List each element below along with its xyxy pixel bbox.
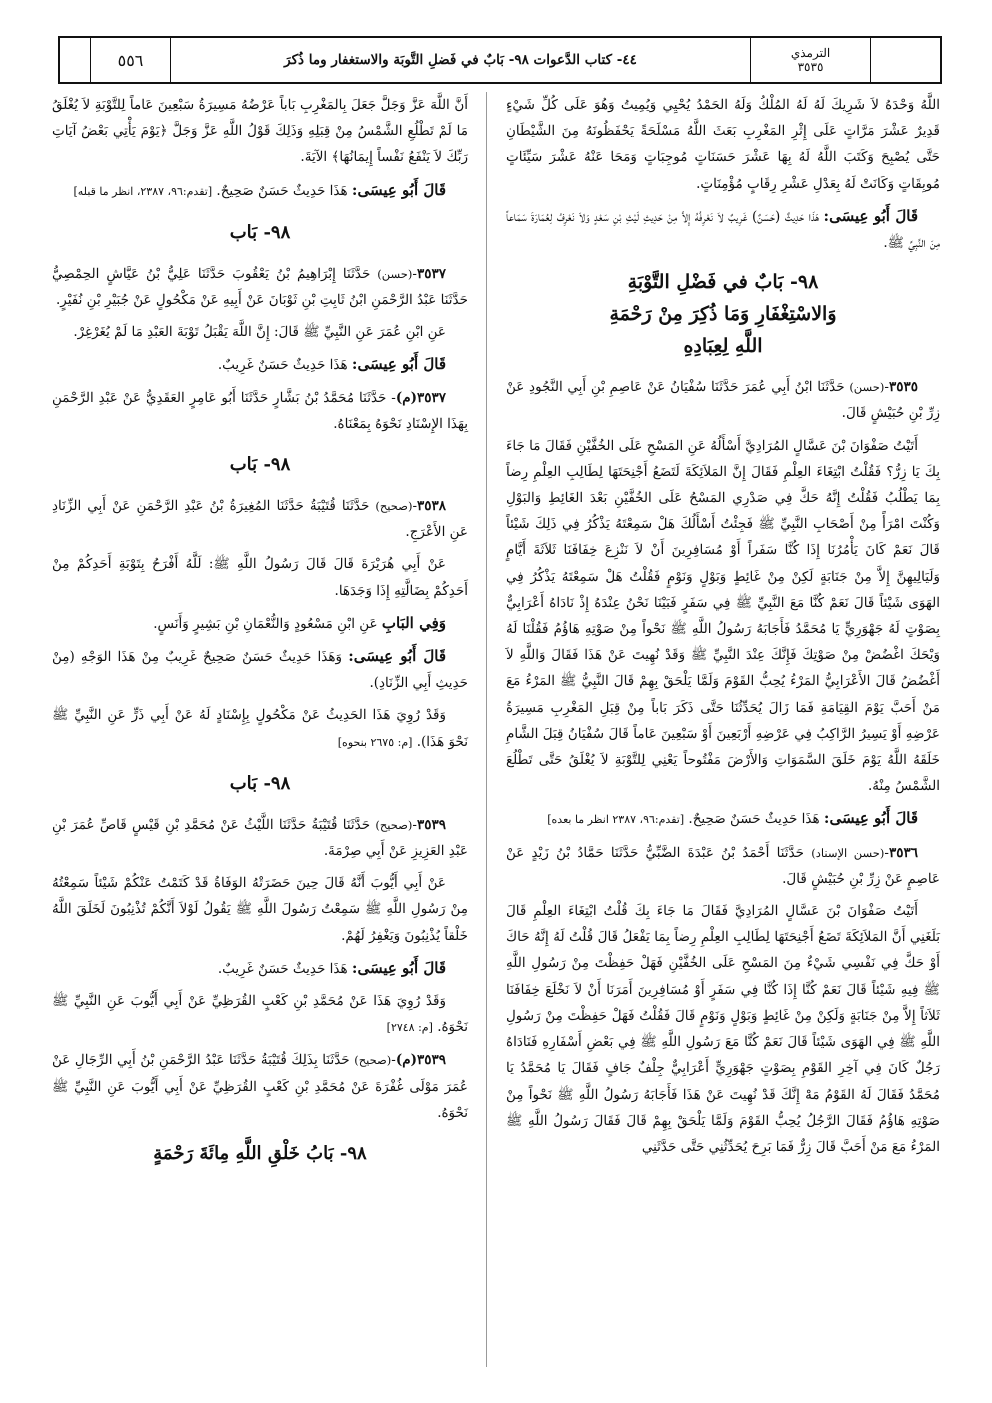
ruling-text: هَذَا حَدِيثٌ حَسَنٌ غَرِيبٌ. [217, 960, 348, 977]
ruling-text: هَذَا حَدِيثٌ حَسَنٌ صَحِيحٌ. [688, 811, 820, 828]
hadith-number: ٣٥٣٧(م) [395, 389, 446, 406]
bab-heading: ٩٨- بَاب [229, 772, 291, 794]
abu-isa-label: قَالَ أَبُو عِيسَى: [348, 647, 447, 666]
note-text: وَقَدْ رُوِيَ هَذَا الحَدِيثُ عَنْ مَكْحُولٍ بِإِسْنَادٍ لَهُ عَنْ أَبِي ذَرٍّ عَنِ النَّبِيِّ ﷺ نَحْوَ هَذَا). [52, 707, 468, 750]
abu-isa-label: قَالَ أَبُو عِيسَى: [823, 206, 918, 225]
hadith-3536-isnad: ٣٥٣٦-(حسن الإسناد) حَدَّثَنَا أَحْمَدُ بْنُ عَبْدَةَ الضَّبِّيُّ حَدَّثَنَا حَمَّادُ بْنُ زَيْدٍ عَنْ عَاصِمٍ عَنْ زِرِّ بْنِ حُبَيْشٍ قَالَ. [506, 844, 940, 887]
hadith-number: ٣٥٣٩ [416, 816, 446, 833]
abu-isa-label: قَالَ أَبُو عِيسَى: [823, 809, 918, 828]
hadith-number: ٣٥٣٥ [888, 379, 918, 396]
bab-heading: ٩٨- بَاب [229, 454, 291, 476]
abu-isa-paragraph [52, 955, 468, 982]
hadith-3538-matn: عَنْ أَبِي هُرَيْرَةَ قَالَ قَالَ رَسُولُ اللَّهِ ﷺ: لَلَّهُ أَفْرَحُ بِتَوْبَةِ أَحَدِكُمْ مِنْ أَحَدِكُمْ بِضَالَّتِهِ إِذَا وَجَدَهَا. [52, 556, 468, 599]
isnad-text: حَدَّثَنَا قُتَيْبَةُ حَدَّثَنَا اللَّيْثُ عَنْ مُحَمَّدِ بْنِ قَيْسٍ قَاصِّ عُمَرَ بْنِ عَبْدِ العَزِيزِ عَنْ أَبِي صِرْمَةَ. [52, 816, 468, 860]
hadith-3538-isnad: ٣٥٣٨-(صحيح) حَدَّثَنَا قُتَيْبَةُ حَدَّثَنَا المُغِيرَةُ بْنُ عَبْدِ الرَّحْمَنِ عَنْ أَبِي الزِّنَادِ عَنِ الأَعْرَجِ. [52, 498, 468, 541]
note-text: وَقَدْ رُوِيَ هَذَا عَنْ مُحَمَّدِ بْنِ كَعْبٍ القُرَظِيِّ عَنْ أَبِي أَيُّوبَ عَنِ النَّبِيِّ ﷺ نَحْوَهُ. [52, 993, 468, 1036]
abu-isa-paragraph [52, 351, 468, 378]
hadith-grade: (حسن) [377, 266, 413, 281]
paragraph-text: هَذَا حَدِيثٌ (حَسَنٌ) غَرِيبٌ لاَ نَعْرِفُهُ إِلاَّ مِنْ حَدِيثِ لَيْثِ بْنِ سَعْدٍ وَلاَ نَعْرِفُ لِعُمَارَةَ سَمَاعاً مِنَ النَّبِيِّ ﷺ. [506, 208, 940, 252]
column-divider [486, 92, 487, 1367]
hadith-number: ٣٥٣٩(م) [395, 1052, 446, 1069]
chapter-heading-line: وَالاسْتِغْفَارِ وَمَا ذُكِرَ مِنْ رَحْمَةِ [609, 303, 837, 326]
header-book-name: الترمذي [790, 46, 831, 60]
hadith-grade: (صحيح) [354, 1053, 392, 1068]
ruling-text: وَهَذَا حَدِيثٌ حَسَنٌ صَحِيحٌ غَرِيبٌ مِنْ هَذَا الوَجْهِ (مِنْ حَدِيثِ أَبِي الزِّنَادِ). [52, 649, 468, 692]
page-header [58, 36, 942, 84]
header-hadith-range: ٣٥٣٥ [797, 60, 824, 74]
abu-isa-paragraph [506, 805, 940, 833]
reference: [تقدم:٩٦، ٢٣٨٧ انظر ما بعده] [547, 813, 685, 827]
reference: [تقدم:٩٦، ٢٣٨٧، انظر ما قبله] [73, 184, 213, 198]
paragraph: أَنَّ اللَّهَ عَزَّ وَجَلَّ جَعَلَ بِالمَغْرِبِ بَاباً عَرْضُهُ مَسِيرَةُ سَبْعِينَ عَاماً لِلتَّوْبَةِ لاَ يُغْلَقُ مَا لَمْ تَطْلُعِ الشَّمْسُ مِنْ قِبَلِهِ وَذَلِكَ قَوْلُ اللَّهِ عَزَّ وَجَلَّ ﴿يَوْمَ يَأْتِي بَعْضُ آيَاتِ رَبِّكَ لاَ يَنْفَعُ نَفْساً إِيمَانُهَا﴾ الآيَةَ. [52, 97, 468, 166]
hadith-grade: (حسن الإسناد) [811, 845, 885, 860]
paragraph: اللَّهُ وَحْدَهُ لاَ شَرِيكَ لَهُ لَهُ المُلْكُ وَلَهُ الحَمْدُ يُحْيِي وَيُمِيتُ وَهُوَ عَلَى كُلِّ شَيْءٍ قَدِيرٌ عَشْرَ مَرَّاتٍ عَلَى إِثْرِ المَغْرِبِ بَعَثَ اللَّهُ مَسْلَحَةً يَحْفَظُونَهُ مِنَ الشَّيْطَانِ حَتَّى يُصْبِحَ وَكَتَبَ اللَّهُ لَهُ بِهَا عَشْرَ حَسَنَاتٍ مُوجِبَاتٍ وَمَحَا عَنْهُ عَشْرَ سَيِّئَاتٍ مُوبِقَاتٍ وَكَانَتْ لَهُ بِعَدْلِ عَشْرِ رِقَابٍ مُؤْمِنَاتٍ. [506, 97, 940, 192]
abu-isa-label: قَالَ أَبُو عِيسَى: [351, 958, 446, 977]
header-chapter-title: ٤٤- كتاب الدَّعوات ٩٨- بَابٌ في فَضلِ التَّوبَة والاستغفار وما ذُكرَ [170, 38, 750, 82]
hadith-number: ٣٥٣٧ [416, 265, 446, 282]
abu-isa-label: قَالَ أَبُو عِيسَى: [351, 355, 446, 374]
paragraph-text: عَنِ ابْنِ مَسْعُودٍ وَالنُّعْمَانِ بْنِ بَشِيرٍ وَأَنَسٍ. [153, 615, 378, 632]
hadith-number: ٣٥٣٦ [888, 844, 918, 861]
note-paragraph [52, 988, 468, 1041]
isnad-text: حَدَّثَنَا مُحَمَّدُ بْنُ بَشَّارٍ حَدَّثَنَا أَبُو عَامِرٍ العَقَدِيُّ عَنْ عَبْدِ الرَّحْمَنِ بِهَذَا الإِسْنَادِ نَحْوَهُ بِمَعْنَاهُ. [52, 389, 468, 432]
hadith-3536-matn: أَتَيْتُ صَفْوَانَ بْنَ عَسَّالٍ المُرَادِيَّ فَقَالَ مَا جَاءَ بِكَ قُلْتُ ابْتِغَاءَ العِلْمِ قَالَ بَلَغَنِي أَنَّ المَلاَئِكَةَ تَضَعُ أَجْنِحَتَهَا لِطَالِبِ العِلْمِ رِضاً بِمَا يَفْعَلُ قَالَ قُلْتُ لَهُ إِنَّهُ حَاكَ أَوْ حَكَّ فِي نَفْسِي شَيْءٌ مِنَ المَسْحِ عَلَى الخُفَّيْنِ فَهَلْ حَفِظْتَ مِنْ رَسُولِ اللَّهِ ﷺ فِيهِ شَيْئاً قَالَ نَعَمْ كُنَّا إِذَا كُنَّا فِي سَفَرٍ أَوْ مُسَافِرِينَ أَمَرَنَا أَنْ لاَ نَخْلَعَ خِفَافَنَا ثَلاَثاً إِلاَّ مِنْ جَنَابَةٍ وَلَكِنْ مِنْ غَائِطٍ وَبَوْلٍ وَنَوْمٍ قَالَ فَقُلْتُ فَهَلْ حَفِظْتَ مِنْ رَسُولِ اللَّهِ ﷺ فِي الهَوَى شَيْئاً قَالَ نَعَمْ كُنَّا مَعَ رَسُولِ اللَّهِ ﷺ فِي بَعْضِ أَسْفَارِهِ فَنَادَاهُ رَجُلٌ كَانَ فِي آخِرِ القَوْمِ بِصَوْتٍ جَهْوَرِيٍّ أَعْرَابِيٌّ جِلْفٌ جَافٍ فَقَالَ يَا مُحَمَّدُ يَا مُحَمَّدُ فَقَالَ لَهُ القَوْمُ مَهْ إِنَّكَ قَدْ نُهِيتَ عَنْ هَذَا فَأَجَابَهُ رَسُولُ اللَّهِ ﷺ نَحْواً مِنْ صَوْتِهِ هَاؤُمُ فَقَالَ الرَّجُلُ يُحِبُّ القَوْمَ وَلَمَّا يَلْحَقْ بِهِمْ قَالَ فَقَالَ رَسُولُ اللَّهِ ﷺ المَرْءُ مَعَ مَنْ أَحَبَّ قَالَ زِرٌّ فَمَا بَرِحَ يُحَدِّثُنِي حَتَّى حَدَّثَنِي [506, 903, 940, 1155]
hadith-grade: (حسن) [849, 380, 885, 395]
chapter-heading-line: اللَّهِ لِعِبَادِهِ [683, 335, 763, 358]
abu-isa-label: قَالَ أَبُو عِيسَى: [351, 180, 446, 199]
reference: [م: ٢٦٧٥ بنحوه] [337, 735, 413, 749]
isnad-text: حَدَّثَنَا قُتَيْبَةُ حَدَّثَنَا المُغِيرَةُ بْنُ عَبْدِ الرَّحْمَنِ عَنْ أَبِي الزِّنَادِ عَنِ الأَعْرَجِ. [52, 498, 468, 541]
right-column [506, 92, 940, 1166]
ruling-text: هَذَا حَدِيثٌ حَسَنٌ صَحِيحٌ. [216, 182, 348, 199]
isnad-text: حَدَّثَنَا إِبْرَاهِيمُ بْنُ يَعْقُوبَ حَدَّثَنَا عَلِيُّ بْنُ عَيَّاشٍ الحِمْصِيُّ حَدَّثَنَا عَبْدُ الرَّحْمَنِ ابْنُ ثَابِتِ بْنِ ثَوْبَانَ عَنْ أَبِيهِ عَنْ مَكْحُولٍ عَنْ جُبَيْرِ بْنِ نُفَيْرٍ. [52, 265, 468, 309]
hadith-3537m: ٣٥٣٧(م)- حَدَّثَنَا مُحَمَّدُ بْنُ بَشَّارٍ حَدَّثَنَا أَبُو عَامِرٍ العَقَدِيُّ عَنْ عَبْدِ الرَّحْمَنِ بِهَذَا الإِسْنَادِ نَحْوَهُ بِمَعْنَاهُ. [52, 389, 468, 432]
abu-isa-paragraph [506, 203, 940, 256]
abu-isa-paragraph [52, 177, 468, 205]
chapter-heading-line: ٩٨- بَابٌ في فَضْلِ التَّوْبَةِ [627, 271, 819, 294]
reference: [م: ٢٧٤٨] [386, 1021, 433, 1035]
hadith-3539m: ٣٥٣٩(م)-(صحيح) حَدَّثَنَا بِذَلِكَ قُتَيْبَةُ حَدَّثَنَا عَبْدُ الرَّحْمَنِ بْنُ أَبِي الرِّجَالِ عَنْ عُمَرَ مَوْلَى غُفْرَةَ عَنْ مُحَمَّدِ بْنِ كَعْبٍ القُرَظِيِّ عَنْ أَبِي أَيُّوبَ عَنِ النَّبِيِّ ﷺ نَحْوَهُ. [52, 1052, 468, 1121]
note-paragraph [52, 702, 468, 755]
header-book-cell [750, 38, 870, 82]
abu-isa-paragraph [52, 643, 468, 696]
fi-al-bab-paragraph [52, 610, 468, 637]
ruling-text: هَذَا حَدِيثٌ حَسَنٌ غَرِيبٌ. [217, 357, 348, 374]
hadith-3537-matn: عَنِ ابْنِ عُمَرَ عَنِ النَّبِيِّ ﷺ قَالَ: إِنَّ اللَّهَ يَقْبَلُ تَوْبَةَ العَبْدِ مَا لَمْ يُغَرْغِرْ. [73, 324, 446, 341]
hadith-grade: (صحيح) [375, 499, 413, 514]
hadith-3535-isnad: ٣٥٣٥-(حسن) حَدَّثَنَا ابْنُ أَبِي عُمَرَ حَدَّثَنَا سُفْيَانُ عَنْ عَاصِمِ بْنِ أَبِي النَّجُودِ عَنْ زِرِّ بْنِ حُبَيْشٍ قَالَ. [506, 379, 940, 422]
header-corner-right [870, 38, 940, 82]
isnad-text: حَدَّثَنَا بِذَلِكَ قُتَيْبَةُ حَدَّثَنَا عَبْدُ الرَّحْمَنِ بْنُ أَبِي الرِّجَالِ عَنْ عُمَرَ مَوْلَى غُفْرَةَ عَنْ مُحَمَّدِ بْنِ كَعْبٍ القُرَظِيِّ عَنْ أَبِي أَيُّوبَ عَنِ النَّبِيِّ ﷺ نَحْوَهُ. [52, 1052, 468, 1121]
fi-al-bab-label: وَفِي البَابِ [381, 613, 446, 632]
left-column [52, 92, 468, 1182]
isnad-text: حَدَّثَنَا أَحْمَدُ بْنُ عَبْدَةَ الضَّبِّيُّ حَدَّثَنَا حَمَّادُ بْنُ زَيْدٍ عَنْ عَاصِمٍ عَنْ زِرِّ بْنِ حُبَيْشٍ قَالَ. [506, 844, 940, 887]
chapter-heading [506, 266, 940, 362]
hadith-number: ٣٥٣٨ [417, 498, 447, 515]
hadith-3535-matn: أَتَيْتُ صَفْوَانَ بْنَ عَسَّالٍ المُرَادِيَّ أَسْأَلُهُ عَنِ المَسْحِ عَلَى الخُفَّيْنِ فَقَالَ مَا جَاءَ بِكَ يَا زِرُّ؟ فَقُلْتُ ابْتِغَاءَ العِلْمِ فَقَالَ إِنَّ المَلاَئِكَةَ لَتَضَعُ أَجْنِحَتَهَا لِطَالِبِ العِلْمِ رِضاً بِمَا يَطْلُبُ فَقُلْتُ إِنَّهُ حَكَّ فِي صَدْرِي المَسْحُ عَلَى الخُفَّيْنِ بَعْدَ الغَائِطِ وَالبَوْلِ وَكُنْتَ امْرَأً مِنْ أَصْحَابِ النَّبِيِّ ﷺ فَجِئْتُ أَسْأَلُكَ هَلْ سَمِعْتَهُ يَذْكُرُ فِي ذَلِكَ شَيْئاً قَالَ نَعَمْ كَانَ يَأْمُرُنَا إِذَا كُنَّا سَفَراً أَوْ مُسَافِرِينَ أَنْ لاَ نَنْزِعَ خِفَافَنَا ثَلاَثَةَ أَيَّامٍ وَلَيَالِيهِنَّ إِلاَّ مِنْ جَنَابَةٍ لَكِنْ مِنْ غَائِطٍ وَبَوْلٍ وَنَوْمٍ فَقُلْتُ هَلْ سَمِعْتَهُ يَذْكُرُ فِي الهَوَى شَيْئاً قَالَ نَعَمْ كُنَّا مَعَ النَّبِيِّ ﷺ فِي سَفَرٍ فَبَيْنَا نَحْنُ عِنْدَهُ إِذْ نَادَاهُ أَعْرَابِيٌّ بِصَوْتٍ لَهُ جَهْوَرِيٍّ يَا مُحَمَّدُ فَأَجَابَهُ رَسُولُ اللَّهِ ﷺ نَحْواً مِنْ صَوْتِهِ هَاؤُمُ فَقُلْنَا لَهُ وَيْحَكَ اغْضُضْ مِنْ صَوْتِكَ فَإِنَّكَ عِنْدَ النَّبِيِّ ﷺ وَقَدْ نُهِيتَ عَنْ هَذَا فَقَالَ وَاللَّهِ لاَ أَغْضُضُ قَالَ الأَعْرَابِيُّ المَرْءُ يُحِبُّ القَوْمَ وَلَمَّا يَلْحَقْ بِهِمْ قَالَ النَّبِيُّ ﷺ المَرْءُ مَعَ مَنْ أَحَبَّ يَوْمَ القِيَامَةِ فَمَا زَالَ يُحَدِّثُنَا حَتَّى ذَكَرَ بَاباً مِنْ قِبَلِ المَغْرِبِ مَسِيرَةُ عَرْضِهِ أَوْ يَسِيرُ الرَّاكِبُ فِي عَرْضِهِ أَرْبَعِينَ أَوْ سَبْعِينَ عَاماً قَالَ سُفْيَانُ قِبَلَ الشَّامِ خَلَقَهُ اللَّهُ يَوْمَ خَلَقَ السَّمَوَاتِ وَالأَرْضَ مَفْتُوحاً يَعْنِي لِلتَّوْبَةِ لاَ يُغْلَقُ حَتَّى تَطْلُعَ الشَّمْسُ مِنْهُ. [506, 437, 940, 795]
hadith-3537-isnad: ٣٥٣٧-(حسن) حَدَّثَنَا إِبْرَاهِيمُ بْنُ يَعْقُوبَ حَدَّثَنَا عَلِيُّ بْنُ عَيَّاشٍ الحِمْصِيُّ حَدَّثَنَا عَبْدُ الرَّحْمَنِ ابْنُ ثَابِتِ بْنِ ثَوْبَانَ عَنْ أَبِيهِ عَنْ مَكْحُولٍ عَنْ جُبَيْرِ بْنِ نُفَيْرٍ. [52, 265, 468, 309]
header-page-number: ٥٥٦ [90, 38, 170, 82]
hadith-3539-isnad: ٣٥٣٩-(صحيح) حَدَّثَنَا قُتَيْبَةُ حَدَّثَنَا اللَّيْثُ عَنْ مُحَمَّدِ بْنِ قَيْسٍ قَاصِّ عُمَرَ بْنِ عَبْدِ العَزِيزِ عَنْ أَبِي صِرْمَةَ. [52, 816, 468, 860]
isnad-text: حَدَّثَنَا ابْنُ أَبِي عُمَرَ حَدَّثَنَا سُفْيَانُ عَنْ عَاصِمِ بْنِ أَبِي النَّجُودِ عَنْ زِرِّ بْنِ حُبَيْشٍ قَالَ. [506, 379, 940, 422]
hadith-grade: (صحيح) [375, 817, 413, 832]
header-corner-left [60, 38, 90, 82]
bab-heading: ٩٨- بَابُ خَلْقِ اللَّهِ مِائَةَ رَحْمَةٍ [153, 1143, 367, 1165]
bab-heading: ٩٨- بَاب [229, 221, 291, 243]
hadith-3539-matn: عَنْ أَبِي أَيُّوبَ أَنَّهُ قَالَ حِينَ حَضَرَتْهُ الوَفَاةُ قَدْ كَتَمْتُ عَنْكُمْ شَيْئاً سَمِعْتُهُ مِنْ رَسُولِ اللَّهِ ﷺ سَمِعْتُ رَسُولَ اللَّهِ ﷺ يَقُولُ لَوْلاَ أَنَّكُمْ تُذْنِبُونَ لَخَلَقَ اللَّهُ خَلْقاً يُذْنِبُونَ وَيَغْفِرُ لَهُمْ. [52, 875, 468, 944]
